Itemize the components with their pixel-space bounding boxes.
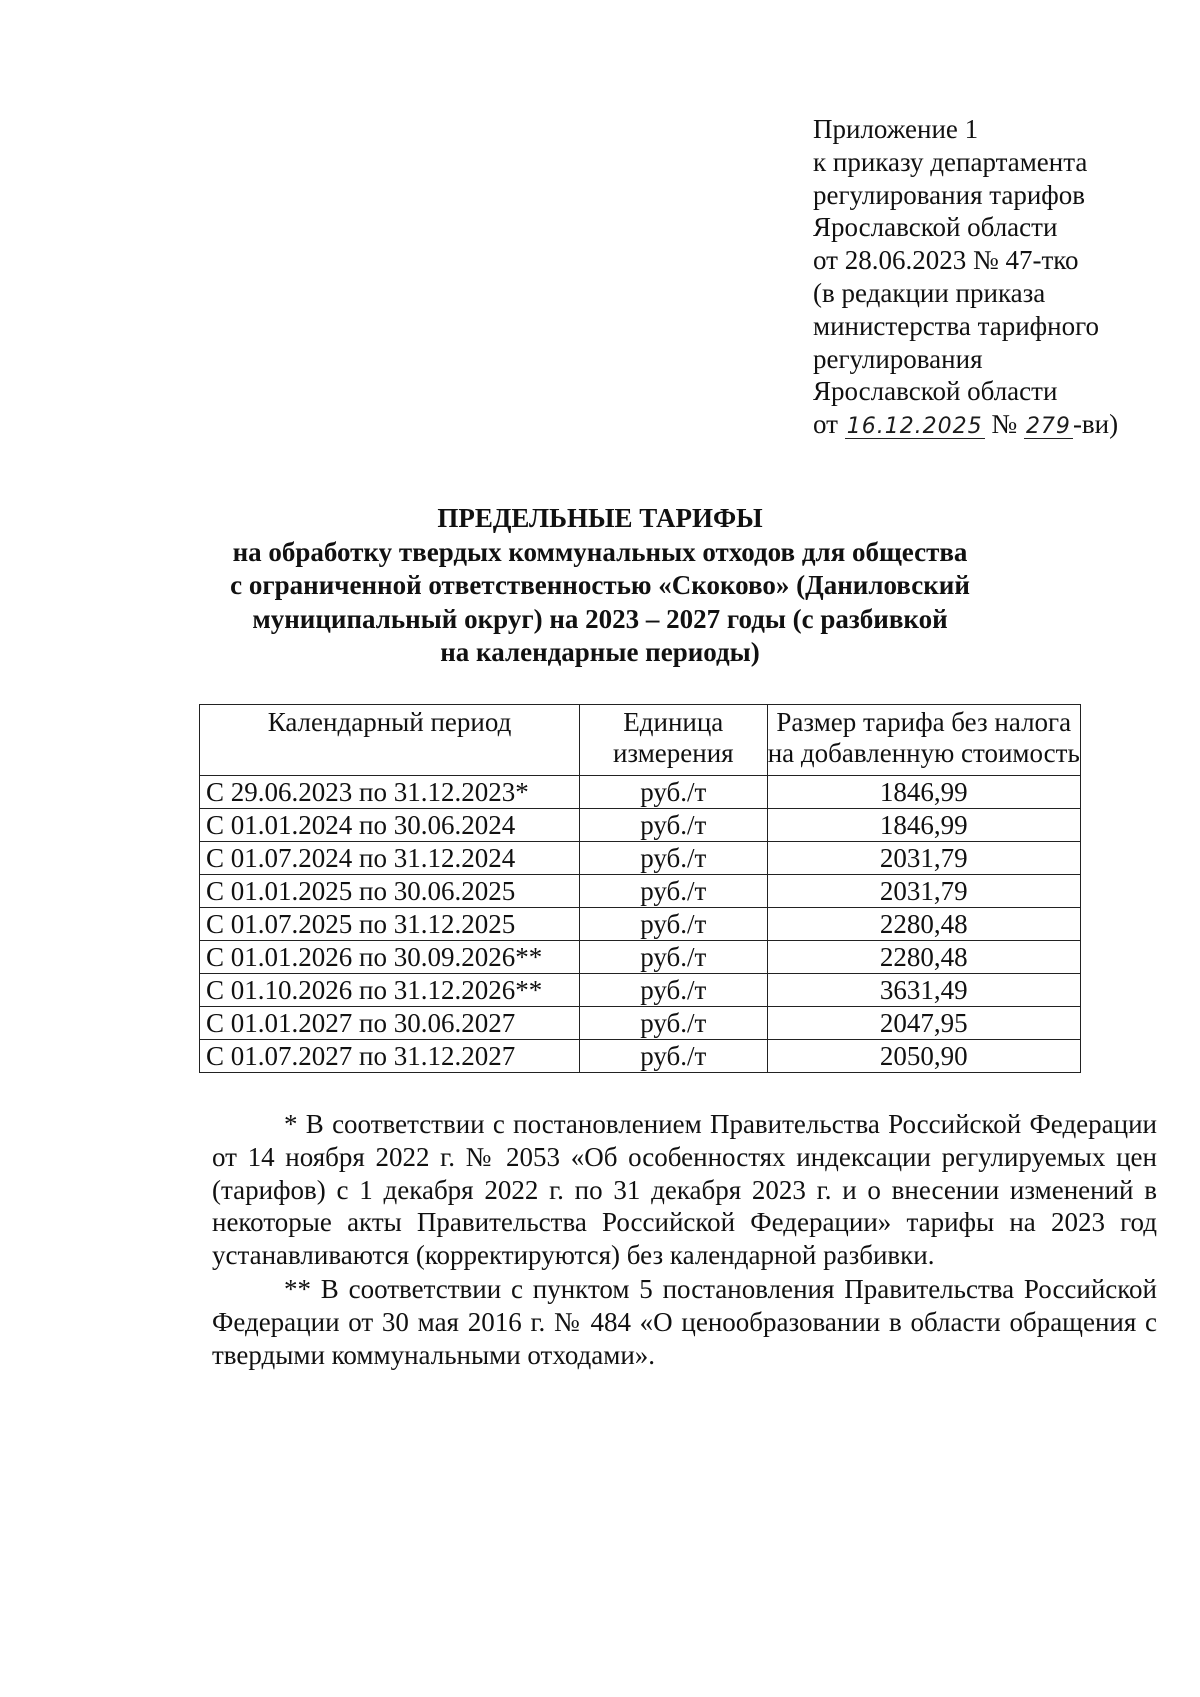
document-title [200, 502, 1000, 670]
tariff-table [199, 704, 1081, 1073]
table-row [200, 875, 1081, 908]
table-row [200, 842, 1081, 875]
appendix-suffix: -ви) [1072, 409, 1119, 440]
appendix-line: регулирования [813, 343, 983, 374]
cell-value: 2047,95 [767, 1007, 1080, 1040]
header-unit-line1: Единица [623, 707, 724, 737]
appendix-header [813, 113, 1173, 441]
cell-period: С 01.07.2024 по 31.12.2024 [200, 842, 580, 875]
header-value-line1: Размер тарифа без налога [776, 707, 1072, 737]
cell-unit: руб./т [580, 1040, 768, 1073]
appendix-line: к приказу департамента [813, 146, 1088, 177]
cell-unit: руб./т [580, 941, 768, 974]
appendix-prefix: от [813, 409, 838, 440]
appendix-line: министерства тарифного [813, 310, 1100, 341]
cell-unit: руб./т [580, 809, 768, 842]
table-row [200, 776, 1081, 809]
footnote-1: * В соответствии с постановлением Правительства Российской Федерации от 14 ноября 2022 г. № 2053 «Об особенностях индексации регулируемых цен (тарифов) с 1 декабря 2022 г. по 31 декабря 2023 г. и о внесении изменений в некоторые акты Правительства Российской Федерации» тарифы на 2023 год устанавливаются (корректируются) без календарной разбивки. [212, 1109, 1157, 1271]
table-row [200, 809, 1081, 842]
cell-unit: руб./т [580, 776, 768, 809]
cell-period: С 29.06.2023 по 31.12.2023* [200, 776, 580, 809]
title-subtitle-line: на календарные периоды) [440, 637, 760, 667]
header-unit [580, 705, 768, 776]
cell-period: С 01.01.2026 по 30.09.2026** [200, 941, 580, 974]
table-header-row [200, 705, 1081, 776]
appendix-line: Ярославской области [813, 212, 1058, 243]
header-unit-line2: измерения [612, 738, 734, 768]
cell-period: С 01.01.2024 по 30.06.2024 [200, 809, 580, 842]
table-row [200, 908, 1081, 941]
header-value [767, 705, 1080, 776]
cell-period: С 01.10.2026 по 31.12.2026** [200, 974, 580, 1007]
footnote-2: ** В соответствии с пунктом 5 постановления Правительства Российской Федерации от 30 мая 2016 г. № 484 «О ценообразовании в области обращения с твердыми коммунальными отходами». [212, 1273, 1157, 1370]
cell-unit: руб./т [580, 842, 768, 875]
cell-unit: руб./т [580, 908, 768, 941]
handwritten-date: 16.12.2025 [846, 414, 983, 440]
cell-unit: руб./т [580, 875, 768, 908]
cell-period: С 01.01.2027 по 30.06.2027 [200, 1007, 580, 1040]
title-subtitle-line: с ограниченной ответственностью «Скоково» (Даниловский [230, 570, 970, 600]
cell-period: С 01.07.2027 по 31.12.2027 [200, 1040, 580, 1073]
appendix-last-line [813, 408, 1173, 441]
title-subtitle-line: муниципальный округ) на 2023 – 2027 годы (с разбивкой [252, 603, 948, 634]
table-row [200, 1040, 1081, 1073]
title-subtitle-line: на обработку твердых коммунальных отходов для общества [232, 536, 968, 567]
table-row [200, 974, 1081, 1007]
handwritten-number: 279 [1025, 414, 1071, 440]
cell-value: 1846,99 [767, 809, 1080, 842]
footnotes [212, 1108, 1157, 1371]
cell-value: 3631,49 [767, 974, 1080, 1007]
cell-value: 2031,79 [767, 875, 1080, 908]
cell-period: С 01.07.2025 по 31.12.2025 [200, 908, 580, 941]
cell-value: 2280,48 [767, 908, 1080, 941]
cell-value: 1846,99 [767, 776, 1080, 809]
number-label: № [991, 409, 1018, 440]
appendix-line: Ярославской области [813, 376, 1058, 407]
cell-value: 2031,79 [767, 842, 1080, 875]
table-row [200, 1007, 1081, 1040]
cell-value: 2280,48 [767, 941, 1080, 974]
appendix-line: (в редакции приказа [813, 277, 1046, 308]
title-heading: ПРЕДЕЛЬНЫЕ ТАРИФЫ [437, 503, 763, 533]
table-row [200, 941, 1081, 974]
header-period: Календарный период [200, 705, 580, 776]
header-value-line2: на добавленную стоимость [767, 738, 1080, 768]
cell-value: 2050,90 [767, 1040, 1080, 1073]
appendix-line: регулирования тарифов [813, 179, 1086, 210]
appendix-line: от 28.06.2023 № 47-тко [813, 245, 1079, 276]
cell-period: С 01.01.2025 по 30.06.2025 [200, 875, 580, 908]
cell-unit: руб./т [580, 1007, 768, 1040]
appendix-line: Приложение 1 [813, 114, 979, 144]
cell-unit: руб./т [580, 974, 768, 1007]
